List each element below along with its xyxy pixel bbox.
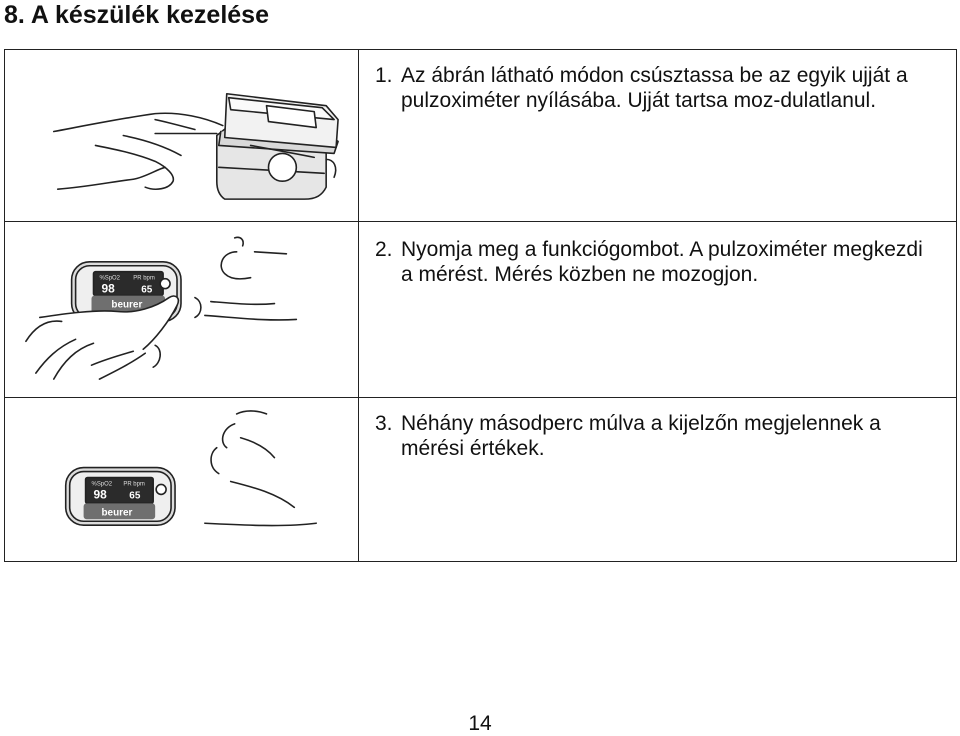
illustration-cell-1 — [5, 50, 359, 222]
step-1-number: 1. — [375, 64, 393, 87]
device-spo2-value-2: 98 — [101, 281, 115, 296]
step-1-text: Az ábrán látható módon csúsztassa be az egyik ujját a pulzoximéter nyílásába. Ujját tartsa moz-dulatlanul. — [401, 64, 908, 112]
instruction-table — [4, 49, 957, 562]
device-spo2-label-3: %SpO2 — [91, 481, 113, 488]
step-3-number: 3. — [375, 412, 393, 435]
finger-insert-illustration — [5, 50, 358, 221]
step-2-number: 2. — [375, 238, 393, 261]
step-2 — [359, 222, 956, 287]
step-3 — [359, 398, 956, 461]
step-1 — [359, 50, 956, 113]
instruction-text-cell-1 — [359, 50, 957, 222]
device-brand-3: beurer — [101, 507, 133, 519]
section-title: 8. A készülék kezelése — [4, 1, 269, 29]
illustration-cell-2 — [5, 222, 359, 398]
step-3-text: Néhány másodperc múlva a kijelzőn megjelennek a mérési értékek. — [401, 412, 881, 460]
instruction-row-1 — [5, 50, 957, 222]
instruction-text-cell-2 — [359, 222, 957, 398]
instruction-row-3 — [5, 398, 957, 562]
press-button-illustration — [5, 222, 358, 397]
device-pr-label-2: PR bpm — [133, 275, 155, 282]
illustration-cell-3 — [5, 398, 359, 562]
device-brand-2: beurer — [111, 299, 143, 311]
device-pr-value-3: 65 — [129, 490, 141, 502]
instruction-row-2 — [5, 222, 957, 398]
device-spo2-label-2: %SpO2 — [99, 275, 120, 282]
step-2-text: Nyomja meg a funkciógombot. A pulzoximéter megkezdi a mérést. Mérés közben ne mozogjon. — [401, 238, 923, 286]
page-number: 14 — [468, 712, 492, 735]
device-pr-label-3: PR bpm — [123, 481, 145, 488]
reading-display-illustration — [5, 398, 358, 561]
device-spo2-value-3: 98 — [93, 487, 107, 502]
instruction-text-cell-3 — [359, 398, 957, 562]
device-pr-value-2: 65 — [141, 284, 153, 296]
